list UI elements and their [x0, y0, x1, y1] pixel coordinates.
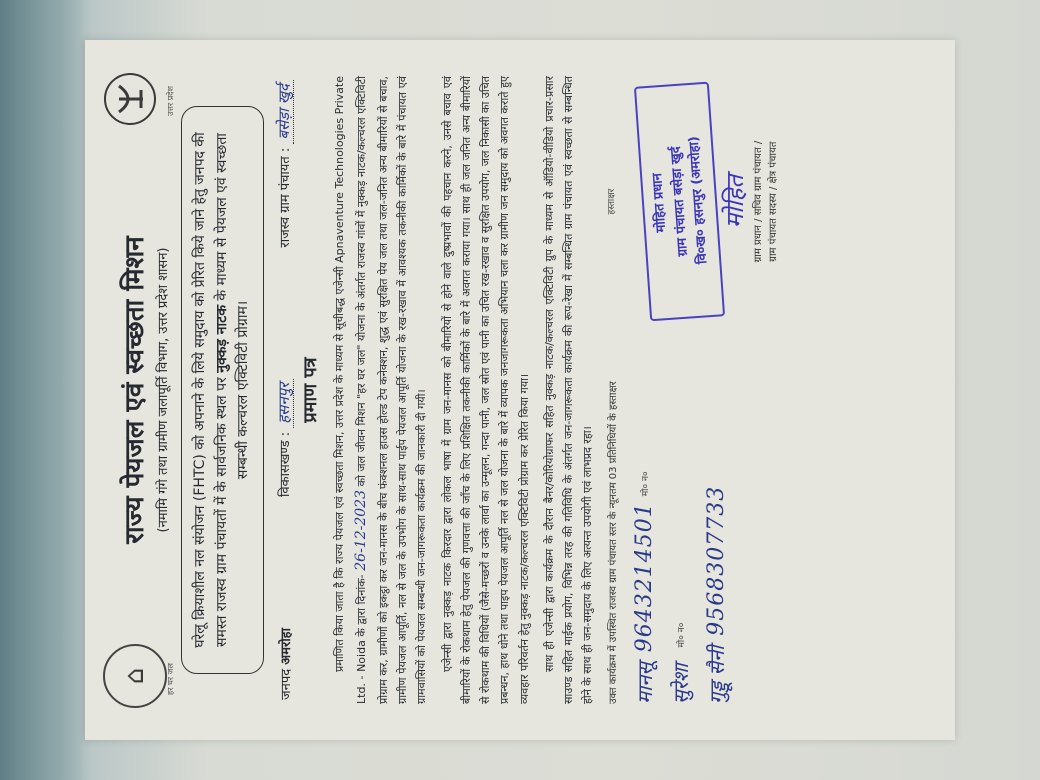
stamp-line-3: वि०ख० हसनपुर (अमरोहा) [686, 135, 710, 265]
photo-edge-shadow [0, 0, 92, 780]
pradhan-signature-block [606, 76, 782, 327]
topic-box [181, 106, 264, 674]
topic-text-pre: घरेलू क्रियाशील नल संयोजन (FHTC) को अपनाने के लिये समुदाय को प्रेरित किये जाने हेतु जनपद की समस्त राजस्व ग्राम पंचायतों में के सार्वजनिक स्थल पर [192, 132, 230, 648]
pradhan-role-line-1: ग्राम प्रधान / सचिव ग्राम पंचायत / [753, 140, 765, 263]
location-row [274, 80, 294, 700]
paragraph-1-post: को जल जीवन मिशन "हर घर जल" योजना के अंतर्गत राजस्व गांवों में नुक्कड़ नाटक/कल्चरल एक्टिविटी प्रोग्राम कर, ग्रामीणों को इकट्ठा कर जन-मानस के बीच फंक्शनल हाउस होल्ड टेप कनेक्शन, शुद्ध एवं सुरक्षित पेय जल तथा जल-जनित अन्य बीमारियों से बचाव, ग्रामीण पेयजल आपूर्ति, नल से जल के उपभोग के साथ-साथ पाईप पेयजल आपूर्ति योजना के रख-रखाव में आवश्यक तकनीकी कार्मिकों के बारे में पंचायत एवं ग्रामवासियों को पेयजल सम्बन्धी जन-जागरूकता कार्यक्रम की जानकारी दी गयी। [355, 75, 429, 704]
panchayat-field [274, 80, 294, 248]
certificate-document-rotated [85, 40, 955, 740]
signature-row [663, 352, 699, 704]
block-label: विकासखण्ड : [278, 431, 294, 497]
left-logo-caption: हर घर जल [166, 663, 175, 695]
signatures-note: उक्त कार्यक्रम में उपस्थित राजस्व ग्राम पंचायत स्तर के न्यूनतम 03 प्रतिनिधियों के हस्ताक्षर [607, 381, 619, 704]
block-value: हसनपुर [275, 379, 294, 428]
district-field [276, 628, 294, 700]
pradhan-handwritten-signature: मोहित [721, 174, 750, 229]
signature-section [606, 76, 782, 704]
certificate-title: प्रमाण पत्र [300, 357, 322, 423]
paragraph-1 [330, 76, 432, 704]
har-ghar-jal-logo-icon: ⌂ [103, 644, 167, 708]
paragraph-1-pre: प्रमाणित किया जाता है कि राज्य पेयजल एवं स्वच्छता मिशन, उत्तर प्रदेश के माध्यम से सूचीबद्ध एजेन्सी Apnaventure Technologies Private Ltd. - Noida के द्वारा दिनांक- [333, 76, 369, 704]
mission-subtitle: (नमामि गंगे तथा ग्रामीण जलापूर्ति विभाग, उत्तर प्रदेश शासन) [156, 247, 171, 533]
block-field [274, 379, 294, 497]
signature-row [699, 352, 735, 704]
signature-name: मानसू [633, 662, 658, 704]
signature-name: सुरेशा [669, 663, 694, 704]
panchayat-label: राजस्व ग्राम पंचायत : [278, 147, 294, 248]
event-date: 26-12-2023 [353, 490, 370, 571]
phone-label: मो० न० [641, 471, 652, 497]
right-logo-caption: उत्तर प्रदेश [166, 86, 175, 116]
paragraph-3: साथ ही एजेन्सी द्वारा कार्यक्रम के दौरान बैनर/कोरियोग्राफर सहित नुक्कड़ नाटक/कल्चरल एक्टिविटी ग्रुप के माध्यम से ऑडियो-वीडियो प्रचार-प्रसार साउण्ड सहित माईक प्रयोग, विभिन्न तरह की गतिविधि के अंतर्गत जन-जागरूकता कार्यक्रम की रूप-रेखा में सम्बन्धित ग्राम पंचायत एवं स्वच्छता से सम्बन्धित होने के साथ ही जन-समुदाय के लिए अत्यन्त उपयोगी एवं लाभप्रद रहा। [542, 76, 595, 704]
stamp-line-2: ग्राम पंचायत बसेड़ा खुर्द [667, 146, 690, 258]
phone-label: मो० न० [677, 622, 688, 648]
signature-label: हस्ताक्षर [606, 188, 617, 215]
signature-row [627, 352, 663, 704]
district-label: जनपद [279, 668, 295, 700]
paragraph-2: एजेन्सी द्वारा नुक्कड़ नाटक किरदार द्वारा लोकल भाषा में ग्राम जन-मानस को बीमारियों से होने वाले दुष्प्रभावों की पहचान करने, उनसे बचाव एवं बीमारियों के रोकथाम हेतु पेयजल की गुणवत्ता की जाँच के लिए प्रशिक्षित तकनीकी कार्मिकों के बारे में अवगत कराया गया। साथ ही जल जनित अन्य बीमारियों से रोकथाम की विधियों (जैसे-मच्छरों व उनके लार्वा का उन्मूलन, गन्दा पानी, जल स्रोत एवं पानी का उचित रख-रखाव व सुरक्षित उपयोग, जल निकासी का उचित प्रबन्धन, हाथ धोने तथा पाइप पेयजल आपूर्ति नल से जल योजना के बारे में व्यापक जनजागरूकता अभियान चला कर ग्रामीण जन समुदाय को अवगत कराते हुए व्यवहार परिवर्तन हेतु नुक्कड़ नाटक/कल्चरल एक्टिविटी प्रोग्राम कर प्रेरित किया गया। [440, 76, 531, 704]
pradhan-role-line-2: ग्राम पंचायत सदस्य / क्षेत्र पंचायत [768, 141, 780, 262]
emblem-svg [103, 72, 157, 126]
certificate-paper [85, 40, 955, 740]
signature-name: गुड्डू सैनी [705, 645, 730, 704]
pradhan-stamp [633, 82, 724, 322]
topic-text-bold: नुक्कड़ नाटक [213, 305, 230, 373]
topic-text-post: के माध्यम से पेयजल एवं स्वच्छता सम्बन्धी कल्चरल एक्टिविटी प्रोग्राम। [213, 133, 252, 480]
stamp-line-1: मोहित प्रधान [649, 172, 669, 234]
attendee-signatures [606, 352, 782, 704]
up-emblem-icon [103, 72, 157, 126]
signature-phone: 9568307733 [704, 485, 730, 636]
district-value: अमरोहा [279, 628, 295, 665]
mission-title: राज्य पेयजल एवं स्वच्छता मिशन [120, 236, 150, 544]
signature-phone: 9643214501 [632, 502, 658, 653]
panchayat-value: बसेड़ा खुर्द [275, 80, 294, 144]
